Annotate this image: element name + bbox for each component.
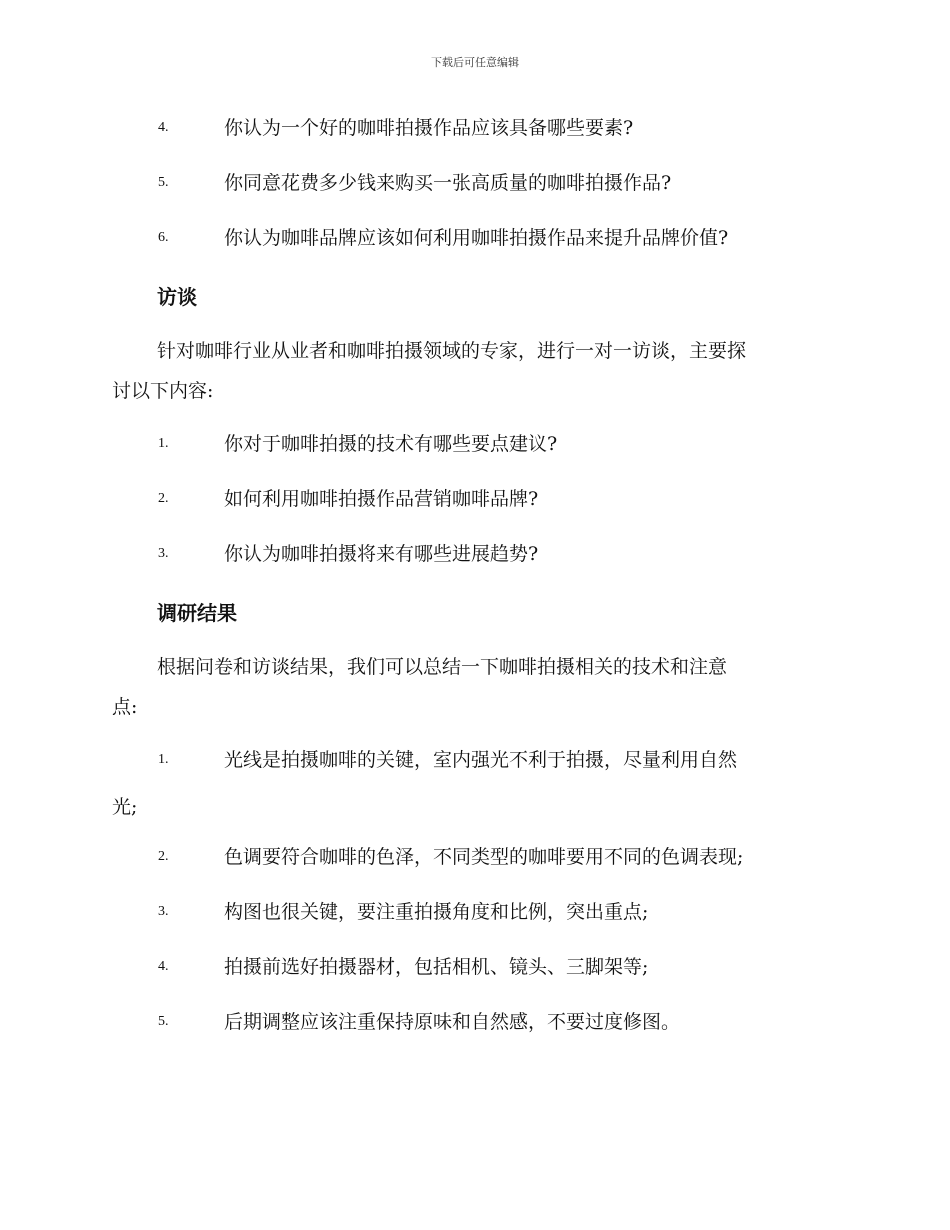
list-text: 你同意花费多少钱来购买一张高质量的咖啡拍摄作品? (224, 172, 672, 194)
list-text: 你对于咖啡拍摄的技术有哪些要点建议? (224, 433, 558, 455)
paragraph-line: 讨以下内容: (112, 380, 214, 402)
list-number: 1. (158, 436, 169, 451)
list-text: 色调要符合咖啡的色泽，不同类型的咖啡要用不同的色调表现; (224, 846, 744, 868)
list-text-wrap: 光; (112, 796, 138, 818)
list-number: 5. (158, 1014, 169, 1029)
list-number: 1. (158, 752, 169, 767)
list-number: 2. (158, 849, 169, 864)
list-text: 如何利用咖啡拍摄作品营销咖啡品牌? (224, 488, 539, 510)
list-number: 4. (158, 959, 169, 974)
list-number: 4. (158, 120, 169, 135)
section-heading-interview: 访谈 (157, 285, 197, 309)
paragraph-line: 针对咖啡行业从业者和咖啡拍摄领域的专家，进行一对一访谈，主要探 (157, 340, 747, 362)
paragraph-line: 根据问卷和访谈结果，我们可以总结一下咖啡拍摄相关的技术和注意 (157, 656, 728, 678)
list-text: 构图也很关键，要注重拍摄角度和比例，突出重点; (224, 901, 649, 923)
page-header: 下载后可任意编辑 (431, 56, 519, 69)
list-number: 5. (158, 175, 169, 190)
list-text: 你认为咖啡拍摄将来有哪些进展趋势? (224, 543, 539, 565)
section-heading-results: 调研结果 (157, 601, 237, 625)
list-number: 2. (158, 491, 169, 506)
list-number: 3. (158, 904, 169, 919)
paragraph-line: 点: (112, 696, 138, 718)
list-text: 你认为一个好的咖啡拍摄作品应该具备哪些要素? (224, 117, 634, 139)
list-text: 你认为咖啡品牌应该如何利用咖啡拍摄作品来提升品牌价值? (224, 227, 729, 249)
list-text: 光线是拍摄咖啡的关键，室内强光不利于拍摄，尽量利用自然 (224, 749, 738, 771)
list-text: 拍摄前选好拍摄器材，包括相机、镜头、三脚架等; (224, 956, 649, 978)
list-text: 后期调整应该注重保持原味和自然感，不要过度修图。 (224, 1011, 681, 1033)
list-number: 3. (158, 546, 169, 561)
list-number: 6. (158, 230, 169, 245)
